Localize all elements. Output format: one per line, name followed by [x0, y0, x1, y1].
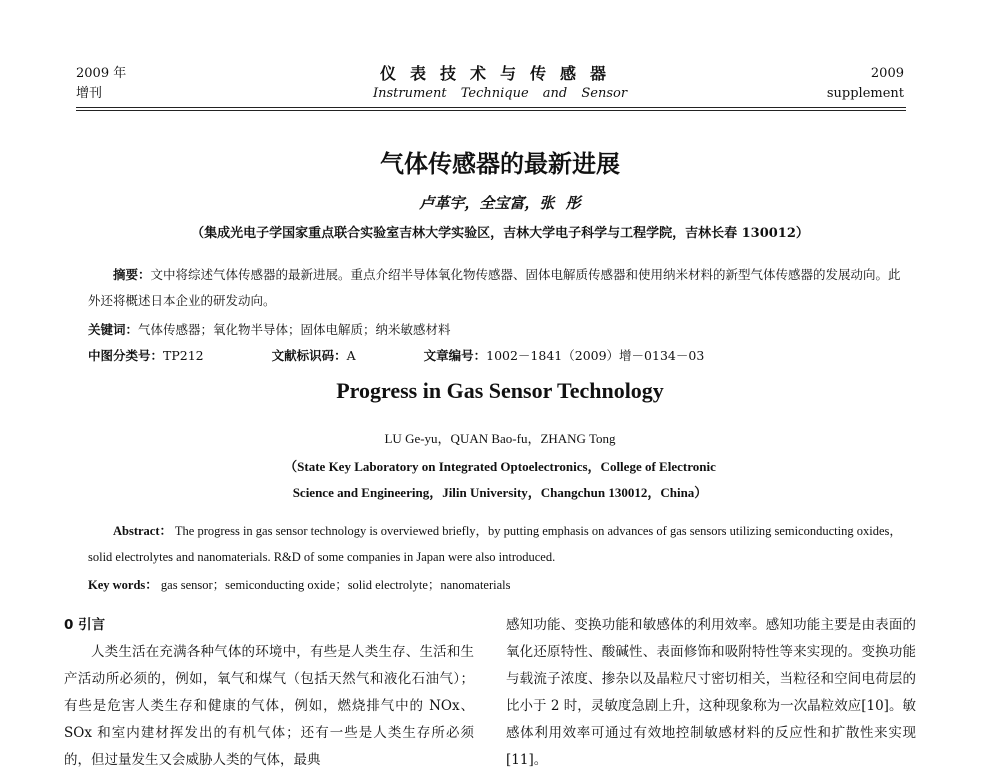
- clc-label: 中图分类号：: [88, 348, 164, 363]
- keywords-en-text: gas sensor；semiconducting oxide；solid electrolyte；nanomaterials: [160, 578, 511, 592]
- body-right-column: [506, 612, 916, 774]
- clc-value: TP212: [163, 348, 204, 363]
- doc-code-value: A: [346, 348, 356, 363]
- header-supplement: supplement: [826, 86, 904, 101]
- affiliation-en-line2: Science and Engineering，Jilin University，Changchun 130012，China）: [292, 485, 708, 500]
- abstract-en-text: The progress in gas sensor technology is overviewed briefly，by putting emphasis on advances of gas sensors utilizing semiconducting oxides，solid electrolytes and nanomaterials. R&D of some companies in Japan were also introduced.: [88, 524, 902, 564]
- abstract-cn: [88, 262, 908, 314]
- header-issue: 增刊: [76, 86, 103, 101]
- abstract-cn-text: 文中将综述气体传感器的最新进展。重点介绍半导体氧化物传感器、固体电解质传感器和使用纳米材料的新型气体传感器的发展动向。此外还将概述日本企业的研发动向。: [88, 267, 901, 308]
- abstract-en: [88, 518, 908, 570]
- header-right: [827, 64, 904, 104]
- section-heading: 0 引言: [64, 617, 106, 633]
- paper-title-en: Progress in Gas Sensor Technology: [336, 378, 664, 403]
- header-year-right: 2009: [870, 66, 904, 81]
- keywords-cn-text: 气体传感器；氧化物半导体；固体电解质；纳米敏感材料: [138, 322, 451, 337]
- header-rule: [76, 107, 906, 108]
- continued-paragraph: 感知功能、变换功能和敏感体的利用效率。感知功能主要是由表面的氧化还原特性、酸碱性、表面修饰和吸附特性等来实现的。变换功能与载流子浓度、掺杂以及晶粒尺寸密切相关，当粒径和空间电荷层的比小于 2 时，灵敏度急剧上升，这种现象称为一次晶粒效应[10]。敏感体利用效率可通过有效地控制敏感材料的反应性和扩散性来实现[11]。: [506, 617, 916, 768]
- article-no-value: 1002－1841（2009）增－0134－03: [486, 348, 705, 363]
- abstract-en-label: Abstract：: [113, 524, 173, 538]
- keywords-cn: [88, 320, 451, 338]
- journal-name-cn: 仪表技术与传感器: [379, 64, 620, 83]
- doc-code-label: 文献标识码：: [271, 348, 347, 363]
- journal-name-en: Instrument Technique and Sensor: [372, 86, 628, 101]
- paper-title-cn: 气体传感器的最新进展: [380, 149, 620, 178]
- authors-en: LU Ge-yu，QUAN Bao-fu，ZHANG Tong: [384, 431, 616, 446]
- header-rule-thin: [76, 110, 906, 111]
- article-no-label: 文章编号：: [423, 348, 487, 363]
- affiliation-en-line1: （State Key Laboratory on Integrated Optoelectronics，College of Electronic: [284, 459, 716, 474]
- keywords-en-label: Key words：: [88, 578, 158, 592]
- keywords-en: [88, 572, 908, 598]
- keywords-cn-label: 关键词：: [88, 322, 139, 337]
- header-year: 2009 年: [76, 66, 127, 81]
- abstract-cn-label: 摘要：: [113, 267, 151, 282]
- authors-cn: 卢革宇，全宝富，张 彤: [419, 194, 581, 212]
- affiliation-cn: （集成光电子学国家重点联合实验室吉林大学实验区，吉林大学电子科学与工程学院，吉林长春 130012）: [191, 226, 809, 241]
- intro-paragraph: 人类生活在充满各种气体的环境中，有些是人类生存、生活和生产活动所必须的，例如，氧气和煤气（包括天然气和液化石油气）；有些是危害人类生存和健康的气体，例如，燃烧排气中的 NOx、SOx 和室内建材挥发出的有机气体；还有一些是人类生存所必须的，但过量发生又会威胁人类的气体，最典: [64, 644, 474, 768]
- classification-line: [88, 346, 704, 364]
- body-left-column: [64, 612, 474, 774]
